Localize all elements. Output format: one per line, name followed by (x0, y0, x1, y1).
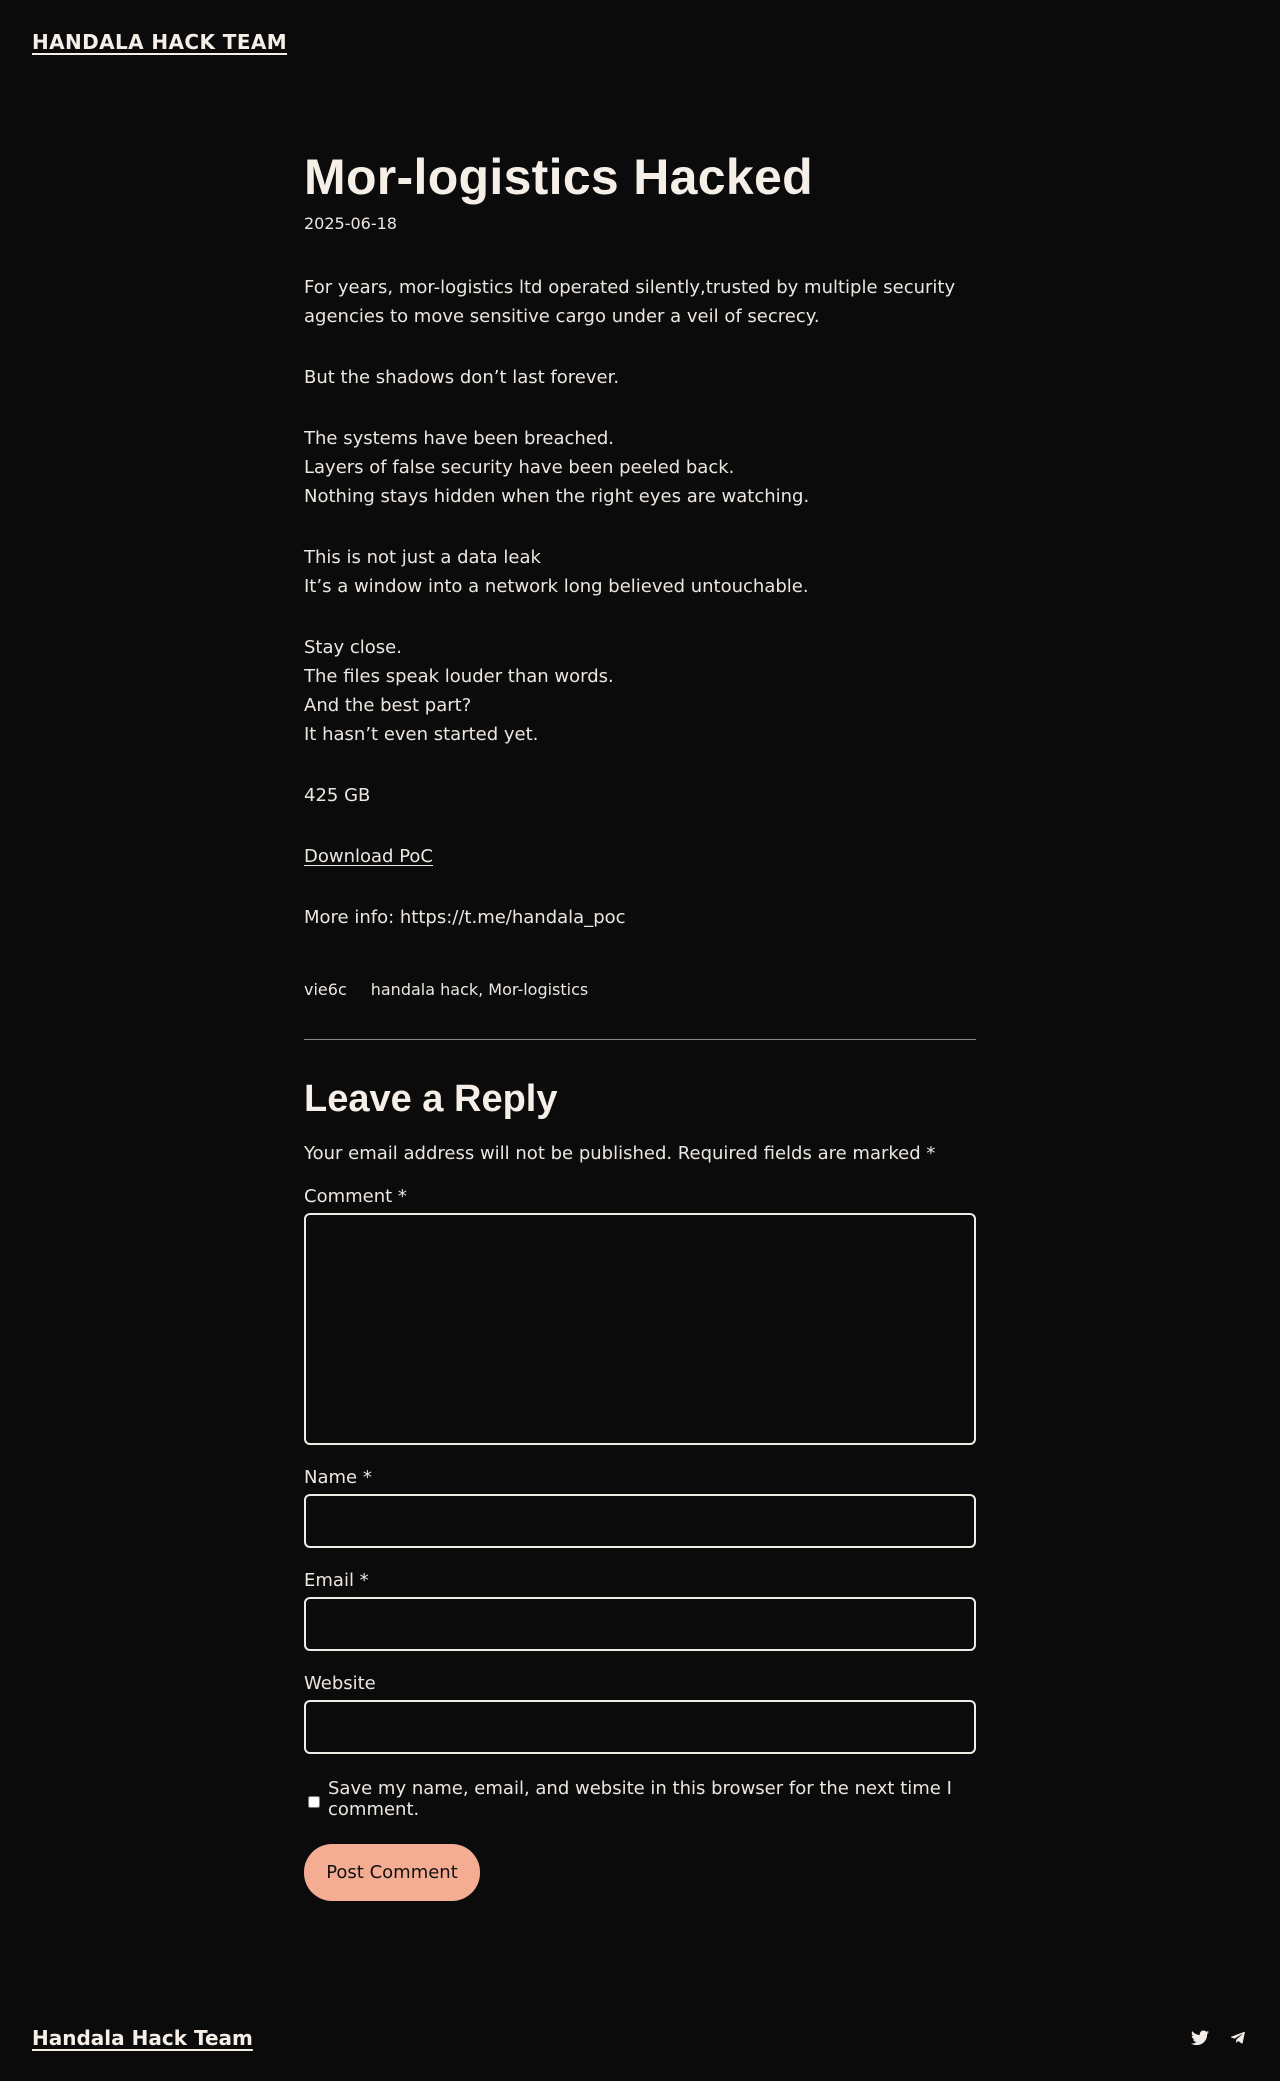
comment-textarea[interactable] (304, 1213, 976, 1445)
paragraph-line: It’s a window into a network long believed untouchable. (304, 576, 809, 597)
name-field-group (304, 1467, 976, 1548)
comment-label: Comment * (304, 1186, 407, 1207)
paragraph-line: But the shadows don’t last forever. (304, 367, 620, 388)
paragraph-size (304, 781, 976, 810)
paragraph-line: Stay close. (304, 637, 402, 658)
paragraph-line: This is not just a data leak (304, 547, 541, 568)
email-input[interactable] (304, 1597, 976, 1651)
email-label: Email * (304, 1570, 369, 1591)
more-info-text: More info: https://t.me/handala_poc (304, 907, 626, 928)
twitter-icon (1191, 2030, 1209, 2046)
website-input[interactable] (304, 1700, 976, 1754)
site-header (32, 30, 287, 54)
telegram-icon (1231, 2032, 1245, 2044)
paragraph-breached (304, 424, 976, 511)
name-label: Name * (304, 1467, 372, 1488)
data-size: 425 GB (304, 785, 371, 806)
site-footer (32, 2020, 1248, 2056)
site-title-link[interactable]: HANDALA HACK TEAM (32, 30, 288, 54)
social-links (1190, 2028, 1248, 2048)
post-title: Mor-logistics Hacked (304, 149, 813, 205)
cookies-label: Save my name, email, and website in this browser for the next time I comment. (328, 1778, 952, 1820)
divider (304, 1039, 976, 1040)
post-main (304, 146, 976, 1901)
telegram-link[interactable] (1228, 2028, 1248, 2048)
post-comment-button[interactable]: Post Comment (304, 1844, 480, 1901)
comment-notes: Your email address will not be published. Required fields are marked * (304, 1143, 936, 1164)
post-date: 2025-06-18 (304, 214, 397, 233)
paragraph-shadows (304, 363, 976, 392)
email-field-group (304, 1570, 976, 1651)
post-content (304, 273, 976, 932)
paragraph-line: Layers of false security have been peeled back. (304, 457, 735, 478)
twitter-link[interactable] (1190, 2028, 1210, 2048)
cookies-checkbox[interactable] (308, 1796, 320, 1808)
reply-title: Leave a Reply (304, 1078, 558, 1120)
paragraph-line: It hasn’t even started yet. (304, 724, 539, 745)
download-poc-link[interactable]: Download PoC (304, 846, 433, 867)
paragraph-line: Nothing stays hidden when the right eyes are watching. (304, 486, 810, 507)
website-field-group (304, 1673, 976, 1754)
name-input[interactable] (304, 1494, 976, 1548)
paragraph-line: For years, mor-logistics ltd operated silently,trusted by multiple security agencies to move sensitive cargo under a veil of secrecy. (304, 277, 956, 327)
paragraph-intro (304, 273, 976, 331)
website-label: Website (304, 1673, 376, 1694)
comment-field-group (304, 1186, 976, 1445)
footer-site-title-link[interactable]: Handala Hack Team (32, 2026, 253, 2050)
paragraph-download (304, 842, 976, 871)
paragraph-stay-close (304, 633, 976, 749)
paragraph-line: And the best part? (304, 695, 472, 716)
post-meta (304, 980, 976, 999)
post-author[interactable]: vie6c (304, 980, 347, 999)
paragraph-line: The files speak louder than words. (304, 666, 614, 687)
paragraph-leak (304, 543, 976, 601)
post-tags[interactable]: handala hack, Mor-logistics (370, 980, 589, 999)
paragraph-line: The systems have been breached. (304, 428, 615, 449)
cookies-consent (304, 1778, 976, 1820)
